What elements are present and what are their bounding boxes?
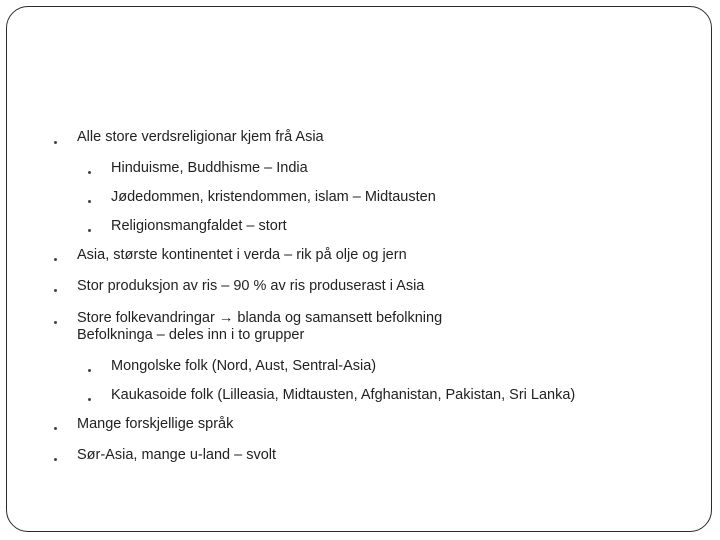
bullet-dot — [88, 171, 91, 174]
bullet-text: Mange forskjellige språk — [77, 416, 234, 432]
bullet-dot — [54, 427, 57, 430]
bullet-dot — [54, 258, 57, 261]
bullet-text: Jødedommen, kristendommen, islam – Midtausten — [111, 189, 436, 205]
bullet-item — [77, 247, 407, 264]
bullet-item — [111, 160, 308, 177]
bullet-item — [111, 218, 287, 235]
bullet-dot — [88, 229, 91, 232]
bullet-text: Alle store verdsreligionar kjem frå Asia — [77, 129, 324, 145]
bullet-text: Kaukasoide folk (Lilleasia, Midtausten, Afghanistan, Pakistan, Sri Lanka) — [111, 387, 576, 403]
bullet-dot — [88, 369, 91, 372]
bullet-dot — [54, 141, 57, 144]
bullet-dot — [54, 458, 57, 461]
bullet-dot — [54, 289, 57, 292]
bullet-item — [111, 387, 575, 404]
bullet-text: Mongolske folk (Nord, Aust, Sentral-Asia) — [111, 358, 377, 374]
bullet-text: Hinduisme, Buddhisme – India — [111, 160, 308, 176]
bullet-text: Sør-Asia, mange u-land – svolt — [77, 447, 277, 463]
bullet-dot — [88, 200, 91, 203]
bullet-item — [77, 278, 424, 295]
bullet-item — [77, 310, 442, 344]
bullet-item — [111, 189, 436, 206]
bullet-item — [77, 129, 324, 146]
bullet-text: Religionsmangfaldet – stort — [111, 218, 287, 234]
bullet-text: Asia, største kontinentet i verda – rik på olje og jern — [77, 247, 407, 263]
bullet-text: Stor produksjon av ris – 90 % av ris produserast i Asia — [77, 278, 425, 294]
bullet-item — [111, 358, 376, 375]
bullet-dot — [54, 321, 57, 324]
bullet-item — [77, 416, 233, 433]
bullet-dot — [88, 398, 91, 401]
bullet-text: Store folkevandringar → blanda og samansett befolkning — [77, 310, 443, 326]
bullet-text-line2: Befolkninga – deles inn i to grupper — [77, 327, 305, 343]
bullet-item — [77, 447, 276, 464]
